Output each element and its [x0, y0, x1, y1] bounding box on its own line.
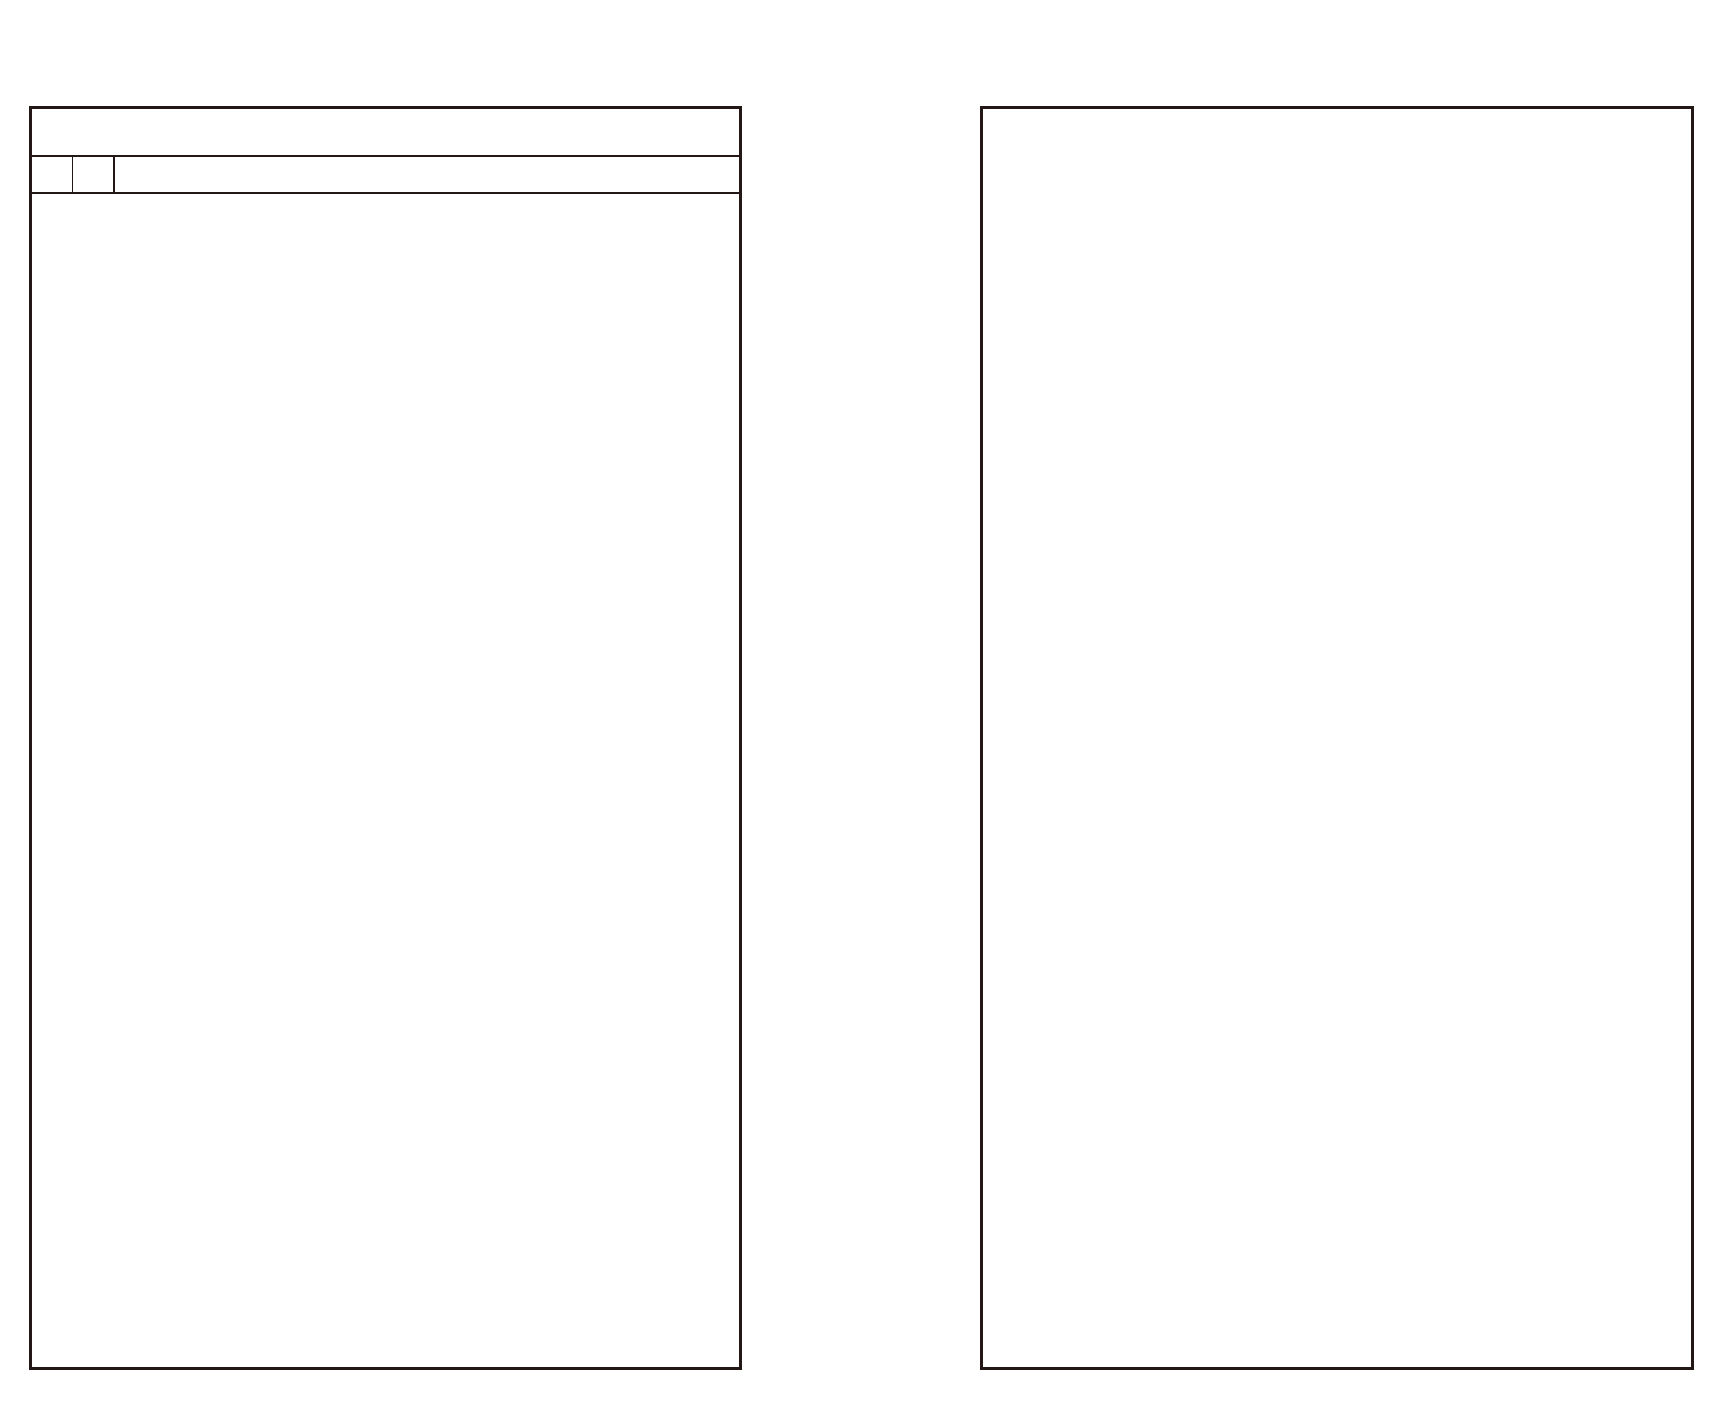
header-day	[32, 157, 73, 192]
july-schedule-table-left	[29, 106, 742, 1370]
header-weekday	[73, 157, 115, 192]
header-schedule	[115, 157, 739, 192]
table-header	[32, 157, 739, 194]
month-title	[32, 109, 739, 157]
july-schedule-table-right	[980, 106, 1694, 1370]
